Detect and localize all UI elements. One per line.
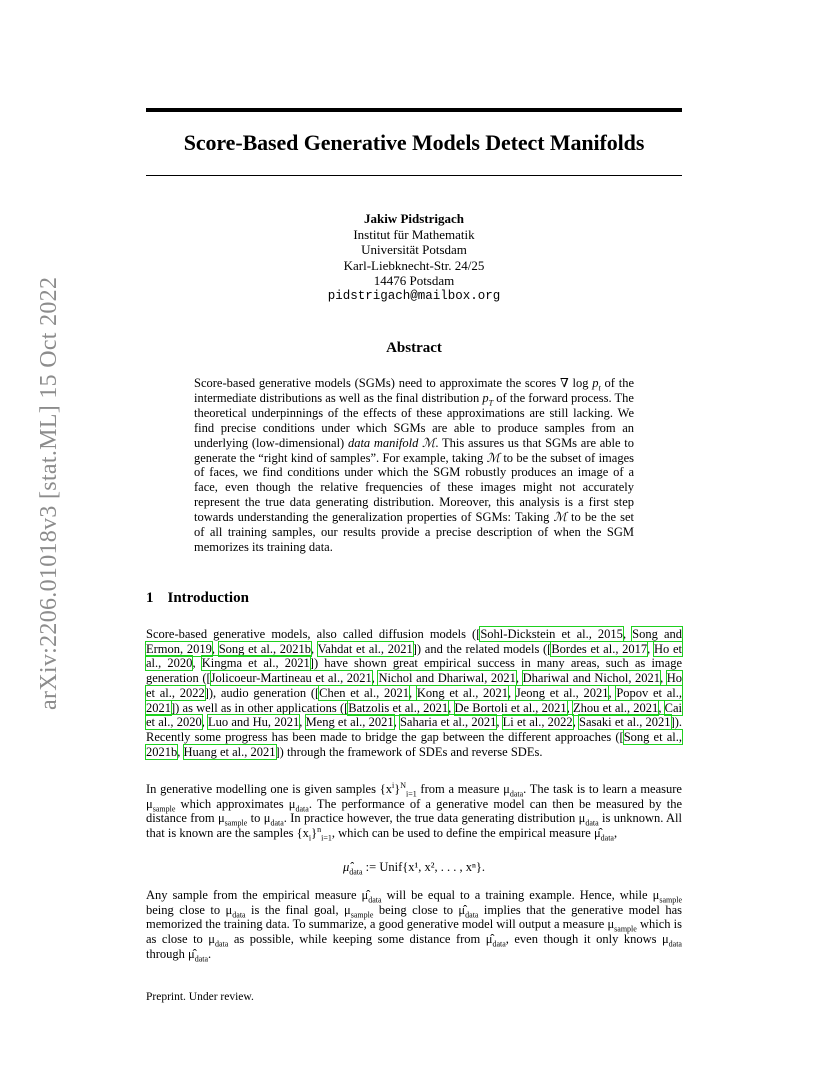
section-heading-introduction [146, 590, 249, 607]
title-bottom-rule [146, 175, 682, 176]
citation-link[interactable]: Huang et al., 2021 [183, 744, 276, 759]
citation-link[interactable]: Meng et al., 2021 [305, 715, 394, 730]
citation-link[interactable]: Jeong et al., 2021 [515, 685, 609, 700]
abstract-heading: Abstract [386, 340, 442, 356]
title-top-rule [146, 108, 682, 112]
intro-paragraph-2: In generative modelling one is given samples $\{x^i\}^N_{i=1}$ from a measure $\mu_{data}$. The task is to learn a measure $\mu_{sample}$ which approximates $\mu_{data}$. The performance of a generative model can then be measured by the distance from $\mu_{sample}$ to $\mu_{data}$. In practice however, the true data generating distribution $\mu_{data}$ is unknown. All that is known are the samples $\{x_i\}^n_{i=1}$, which can be used to define the empirical measure $\mû_{data}$, [146, 780, 682, 843]
citation-link[interactable]: Vahdat et al., 2021 [317, 641, 413, 656]
citation-link[interactable]: Song et al., 2021b [146, 729, 682, 759]
author-address: Karl-Liebknecht-Str. 24/25 [343, 257, 485, 273]
paper-title: Score-Based Generative Models Detect Manifolds [183, 130, 645, 155]
section-number: 1 [146, 590, 154, 606]
author-postal: 14476 Potsdam [373, 273, 455, 289]
author-affiliation-2: Universität Potsdam [361, 242, 467, 258]
citation-link[interactable]: Sohl-Dickstein et al., 2015 [480, 627, 623, 641]
citation-link[interactable]: Dhariwal and Nichol, 2021 [522, 671, 661, 686]
citation-link[interactable]: Kingma et al., 2021 [201, 656, 310, 671]
citation-link[interactable]: Ho et al., 2022 [146, 671, 683, 700]
citation-link[interactable]: Ho et al., 2020 [146, 641, 682, 671]
abstract-body: Score-based generative models (SGMs) need to approximate the scores ∇ $\log p_t$ of the intermediate distributions as well as the final distribution $p_T$ of the forward process. The theoretical underpinnings of the effects of these approximations are still lacking. We find precise conditions under which SGMs are able to produce samples from an underlying (low-dimensional) data manifold ℳ. This assures us that SGMs are able to generate the “right kind of samples”. For example, taking ℳ to be the subset of images of faces, we find conditions under which the SGM robustly produces an image of a face, even though the relative frequencies of these images might not accurately represent the true data generating distribution. Moreover, this analysis is a first step towards understanding the generalization properties of SGMs: Taking ℳ to be the set of all training samples, our results provide a precise description of when the SGM memorizes its training data. [194, 376, 635, 554]
footer-note: Preprint. Under review. [146, 991, 254, 1003]
citation-link[interactable]: De Bortoli et al., 2021 [454, 700, 567, 715]
citation-link[interactable]: Li et al., 2022 [502, 715, 573, 730]
arxiv-identifier: arXiv:2206.01018v3 [stat.ML] 15 Oct 2022 [36, 276, 62, 710]
author-affiliation-1: Institut für Mathematik [353, 226, 475, 242]
citation-link[interactable]: Luo and Hu, 2021 [208, 715, 300, 730]
citation-link[interactable]: Nichol and Dhariwal, 2021 [378, 671, 516, 686]
citation-link[interactable]: Bordes et al., 2017 [551, 641, 648, 656]
citation-link[interactable]: Song et al., 2021b [218, 641, 312, 656]
display-equation: $\mû_{data}$ := Unif{x¹, x², . . . , xⁿ}. [342, 860, 486, 877]
author-block [146, 211, 682, 305]
section-title: Introduction [167, 590, 249, 606]
citation-link[interactable]: Batzolis et al., 2021 [348, 700, 449, 715]
citation-link[interactable]: Cai et al., 2020 [146, 700, 683, 730]
citation-link[interactable]: Zhou et al., 2021 [573, 700, 659, 715]
intro-paragraph-3: Any sample from the empirical measure $\mû_{data}$ will be equal to a training example. Hence, while $\mu_{sample}$ being close to $\mu_{data}$ is the final goal, $\mu_{sample}$ being close to $\mû_{data}$ implies that the generative model has memorized the training data. To summarize, a good generative model will output a measure $\mu_{sample}$ which is as close to $\mu_{data}$ as possible, while keeping some distance from $\mû_{data}$, even though it only knows $\mu_{data}$ through $\mû_{data}$. [146, 888, 682, 964]
citation-link[interactable]: Popov et al., 2021 [146, 685, 682, 715]
citation-link[interactable]: Song and Ermon, 2019 [146, 627, 683, 656]
intro-paragraph-1: Score-based generative models, also called diffusion models ([Sohl-Dickstein et al., 2015, Song and Ermon, 2019, Song et al., 2021b, Vahdat et al., 2021]) and the related models ([Bordes et al., 2017, Ho et al., 2020, Kingma et al., 2021]) have shown great empirical success in many areas, such as image generation ([Jolicoeur-Martineau et al., 2021, Nichol and Dhariwal, 2021, Dhariwal and Nichol, 2021, Ho et al., 2022]), audio generation ([Chen et al., 2021, Kong et al., 2021, Jeong et al., 2021, Popov et al., 2021]) as well as in other applications ([Batzolis et al., 2021, De Bortoli et al., 2021, Zhou et al., 2021, Cai et al., 2020, Luo and Hu, 2021, Meng et al., 2021, Saharia et al., 2021, Li et al., 2022, Sasaki et al., 2021]). Recently some progress has been made to bridge the gap between the different approaches ([Song et al., 2021b, Huang et al., 2021]) through the framework of SDEs and reverse SDEs. [146, 627, 683, 759]
citation-link[interactable]: Kong et al., 2021 [416, 685, 509, 700]
citation-link[interactable]: Chen et al., 2021 [319, 685, 409, 700]
citation-link[interactable]: Saharia et al., 2021 [399, 715, 497, 730]
citation-link[interactable]: Sasaki et al., 2021 [579, 715, 671, 730]
citation-link[interactable]: Jolicoeur-Martineau et al., 2021 [210, 671, 372, 686]
author-name: Jakiw Pidstrigach [363, 211, 465, 226]
author-email[interactable]: pidstrigach@mailbox.org [327, 288, 501, 303]
